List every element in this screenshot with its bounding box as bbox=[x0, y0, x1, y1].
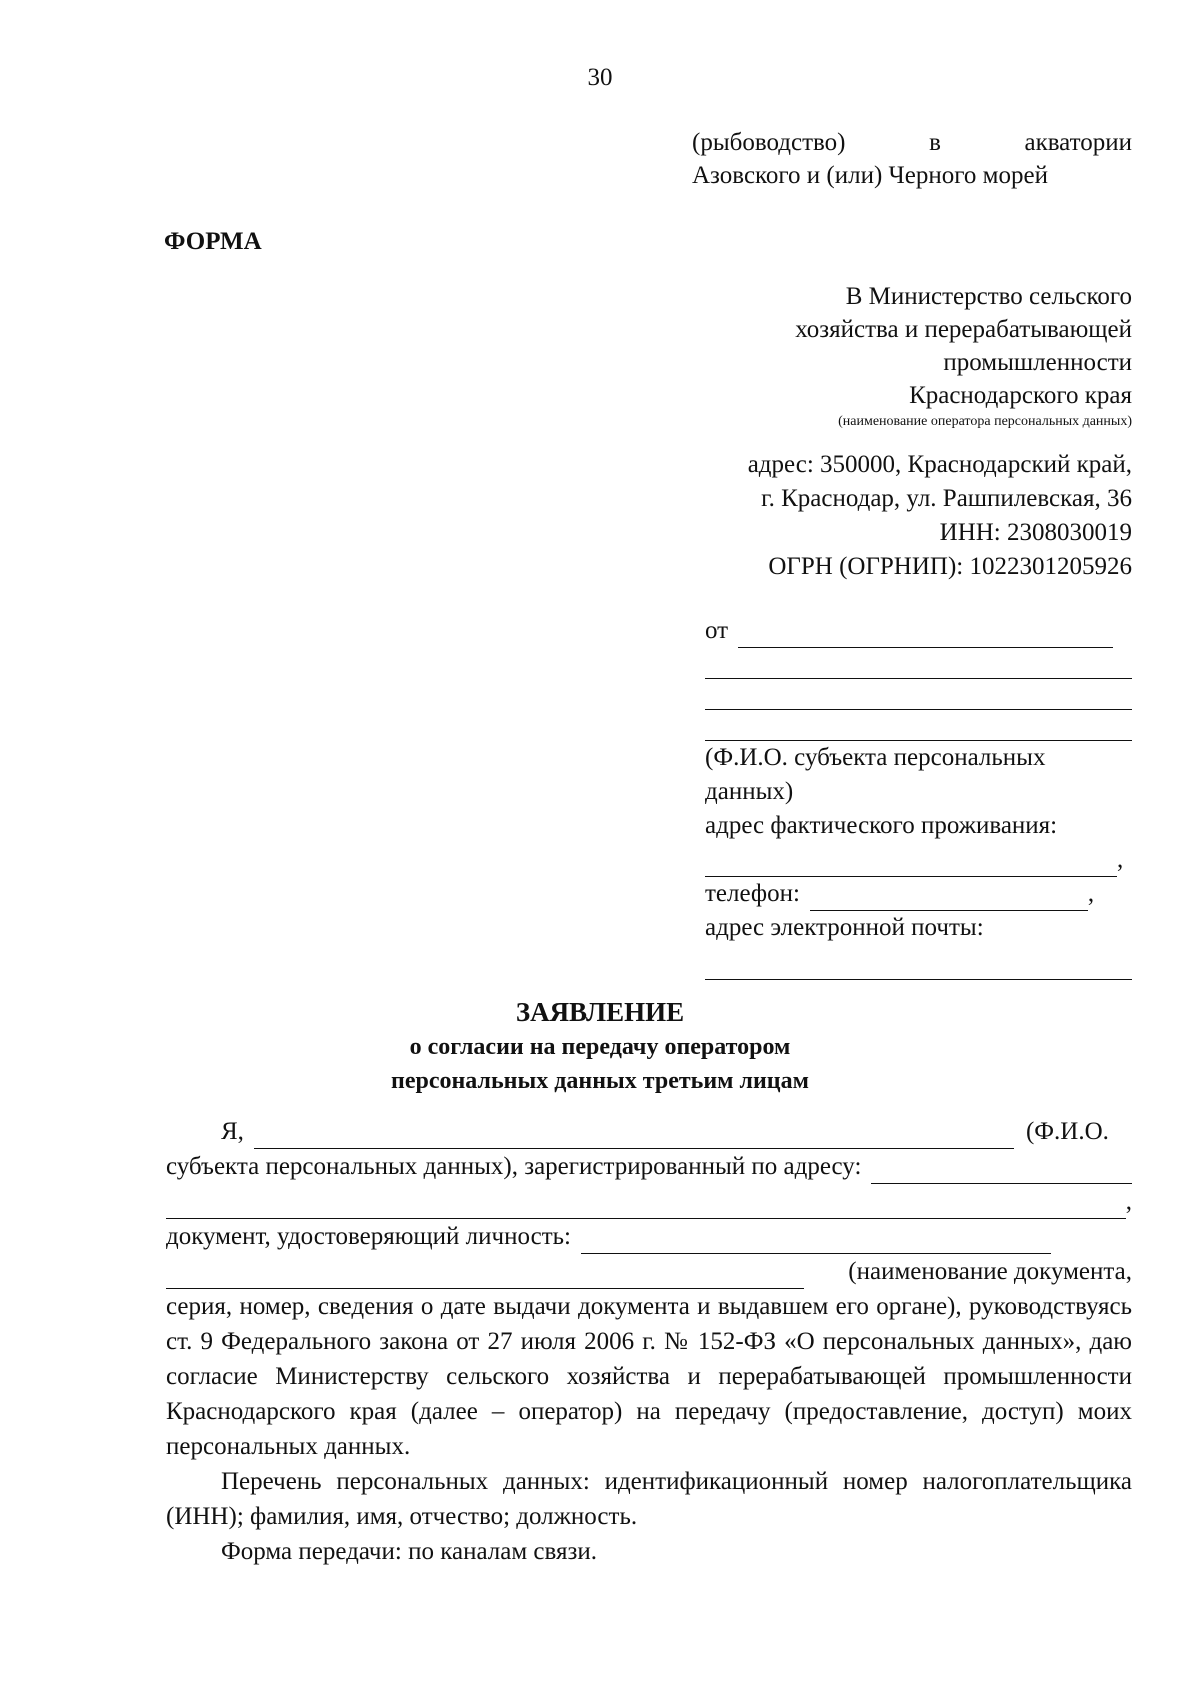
phone-field[interactable] bbox=[810, 884, 1088, 911]
from-row bbox=[705, 614, 1132, 648]
document-field-2[interactable] bbox=[166, 1260, 804, 1289]
operator-address-block bbox=[690, 448, 1132, 584]
phone-row bbox=[705, 877, 1132, 911]
residence-address-field[interactable] bbox=[705, 850, 1117, 877]
recipient-caption: (наименование оператора персональных данных) bbox=[838, 414, 1132, 429]
from-label: от bbox=[705, 617, 729, 644]
recipient-line: В Министерство сельского bbox=[845, 283, 1132, 310]
recipient-block bbox=[690, 280, 1132, 432]
body-row-fio bbox=[166, 1114, 1132, 1149]
fio-field-line-2[interactable] bbox=[705, 648, 1132, 679]
comma: , bbox=[1117, 846, 1124, 873]
registration-text: субъекта персональных данных), зарегистрированный по адресу: bbox=[166, 1153, 862, 1180]
recipient-line: хозяйства и перерабатывающей bbox=[795, 316, 1132, 343]
email-field[interactable] bbox=[705, 945, 1132, 980]
recipient-line: промышленности bbox=[943, 349, 1132, 376]
document-name-suffix: (наименование документа, bbox=[848, 1258, 1132, 1285]
statement-title bbox=[0, 994, 1200, 1098]
operator-inn: ИНН: 2308030019 bbox=[939, 519, 1132, 546]
operator-ogrn: ОГРН (ОГРНИП): 1022301205926 bbox=[768, 553, 1132, 580]
title-subtitle-2: персональных данных третьим лицам bbox=[391, 1068, 809, 1094]
body-row-registration-cont bbox=[166, 1184, 1132, 1219]
comma: , bbox=[1087, 880, 1095, 907]
body-paragraph-2: Перечень персональных данных: идентификационный номер налогоплательщика (ИНН); фамилия, имя, отчество; должность. bbox=[166, 1468, 1132, 1530]
operator-address-line-2: г. Краснодар, ул. Рашпилевская, 36 bbox=[761, 485, 1132, 512]
fio-suffix: (Ф.И.О. bbox=[1025, 1118, 1109, 1145]
header-line-2: Азовского и (или) Черного морей bbox=[692, 162, 1048, 189]
document-label: документ, удостоверяющий личность: bbox=[166, 1223, 571, 1250]
residence-address-label: адрес фактического проживания: bbox=[705, 812, 1058, 839]
title-subtitle-1: о согласии на передачу оператором bbox=[409, 1034, 791, 1060]
header-word: акватории bbox=[1024, 129, 1132, 156]
registration-address-field[interactable] bbox=[871, 1155, 1132, 1184]
fio-field-line-4[interactable] bbox=[705, 710, 1132, 741]
phone-label: телефон: bbox=[705, 880, 800, 907]
fio-field-line-3[interactable] bbox=[705, 679, 1132, 710]
body-paragraph-3: Форма передачи: по каналам связи. bbox=[221, 1538, 597, 1565]
registration-address-field-2[interactable] bbox=[166, 1190, 1126, 1219]
residence-address-row bbox=[705, 843, 1132, 877]
from-fio-field[interactable] bbox=[738, 621, 1113, 648]
body-paragraph-1: серия, номер, сведения о дате выдачи документа и выдавшем его органе), руководствуясь ст. 9 Федерального закона от 27 июля 2006 г. № 152-ФЗ «О персональных данных», даю согласие Министерству сельского хозяйства и перерабатывающей промышленности Краснодарского края (далее – оператор) на передачу (предоставление, доступ) моих персональных данных. bbox=[166, 1293, 1132, 1460]
operator-address-line-1: адрес: 350000, Краснодарский край, bbox=[747, 451, 1132, 478]
page-number: 30 bbox=[587, 64, 613, 91]
email-label: адрес электронной почты: bbox=[705, 914, 984, 941]
document-field[interactable] bbox=[581, 1225, 1051, 1254]
body-row-document bbox=[166, 1219, 1132, 1254]
recipient-line: Краснодарского края bbox=[909, 382, 1132, 409]
applicant-block bbox=[705, 614, 1132, 980]
header-continuation bbox=[692, 126, 1132, 192]
title-main: ЗАЯВЛЕНИЕ bbox=[515, 997, 685, 1027]
body-row-document-name bbox=[166, 1254, 1132, 1289]
fio-caption: (Ф.И.О. субъекта персональных данных) bbox=[705, 744, 1046, 805]
header-word: в bbox=[929, 129, 941, 156]
statement-body bbox=[166, 1114, 1132, 1569]
i-label: Я, bbox=[221, 1118, 244, 1145]
comma: , bbox=[1125, 1188, 1132, 1215]
form-label: ФОРМА bbox=[164, 228, 262, 255]
body-fio-field[interactable] bbox=[254, 1120, 1014, 1149]
header-word: (рыбоводство) bbox=[692, 129, 846, 156]
header-line-1 bbox=[692, 126, 1132, 159]
body-row-registration bbox=[166, 1149, 1132, 1184]
